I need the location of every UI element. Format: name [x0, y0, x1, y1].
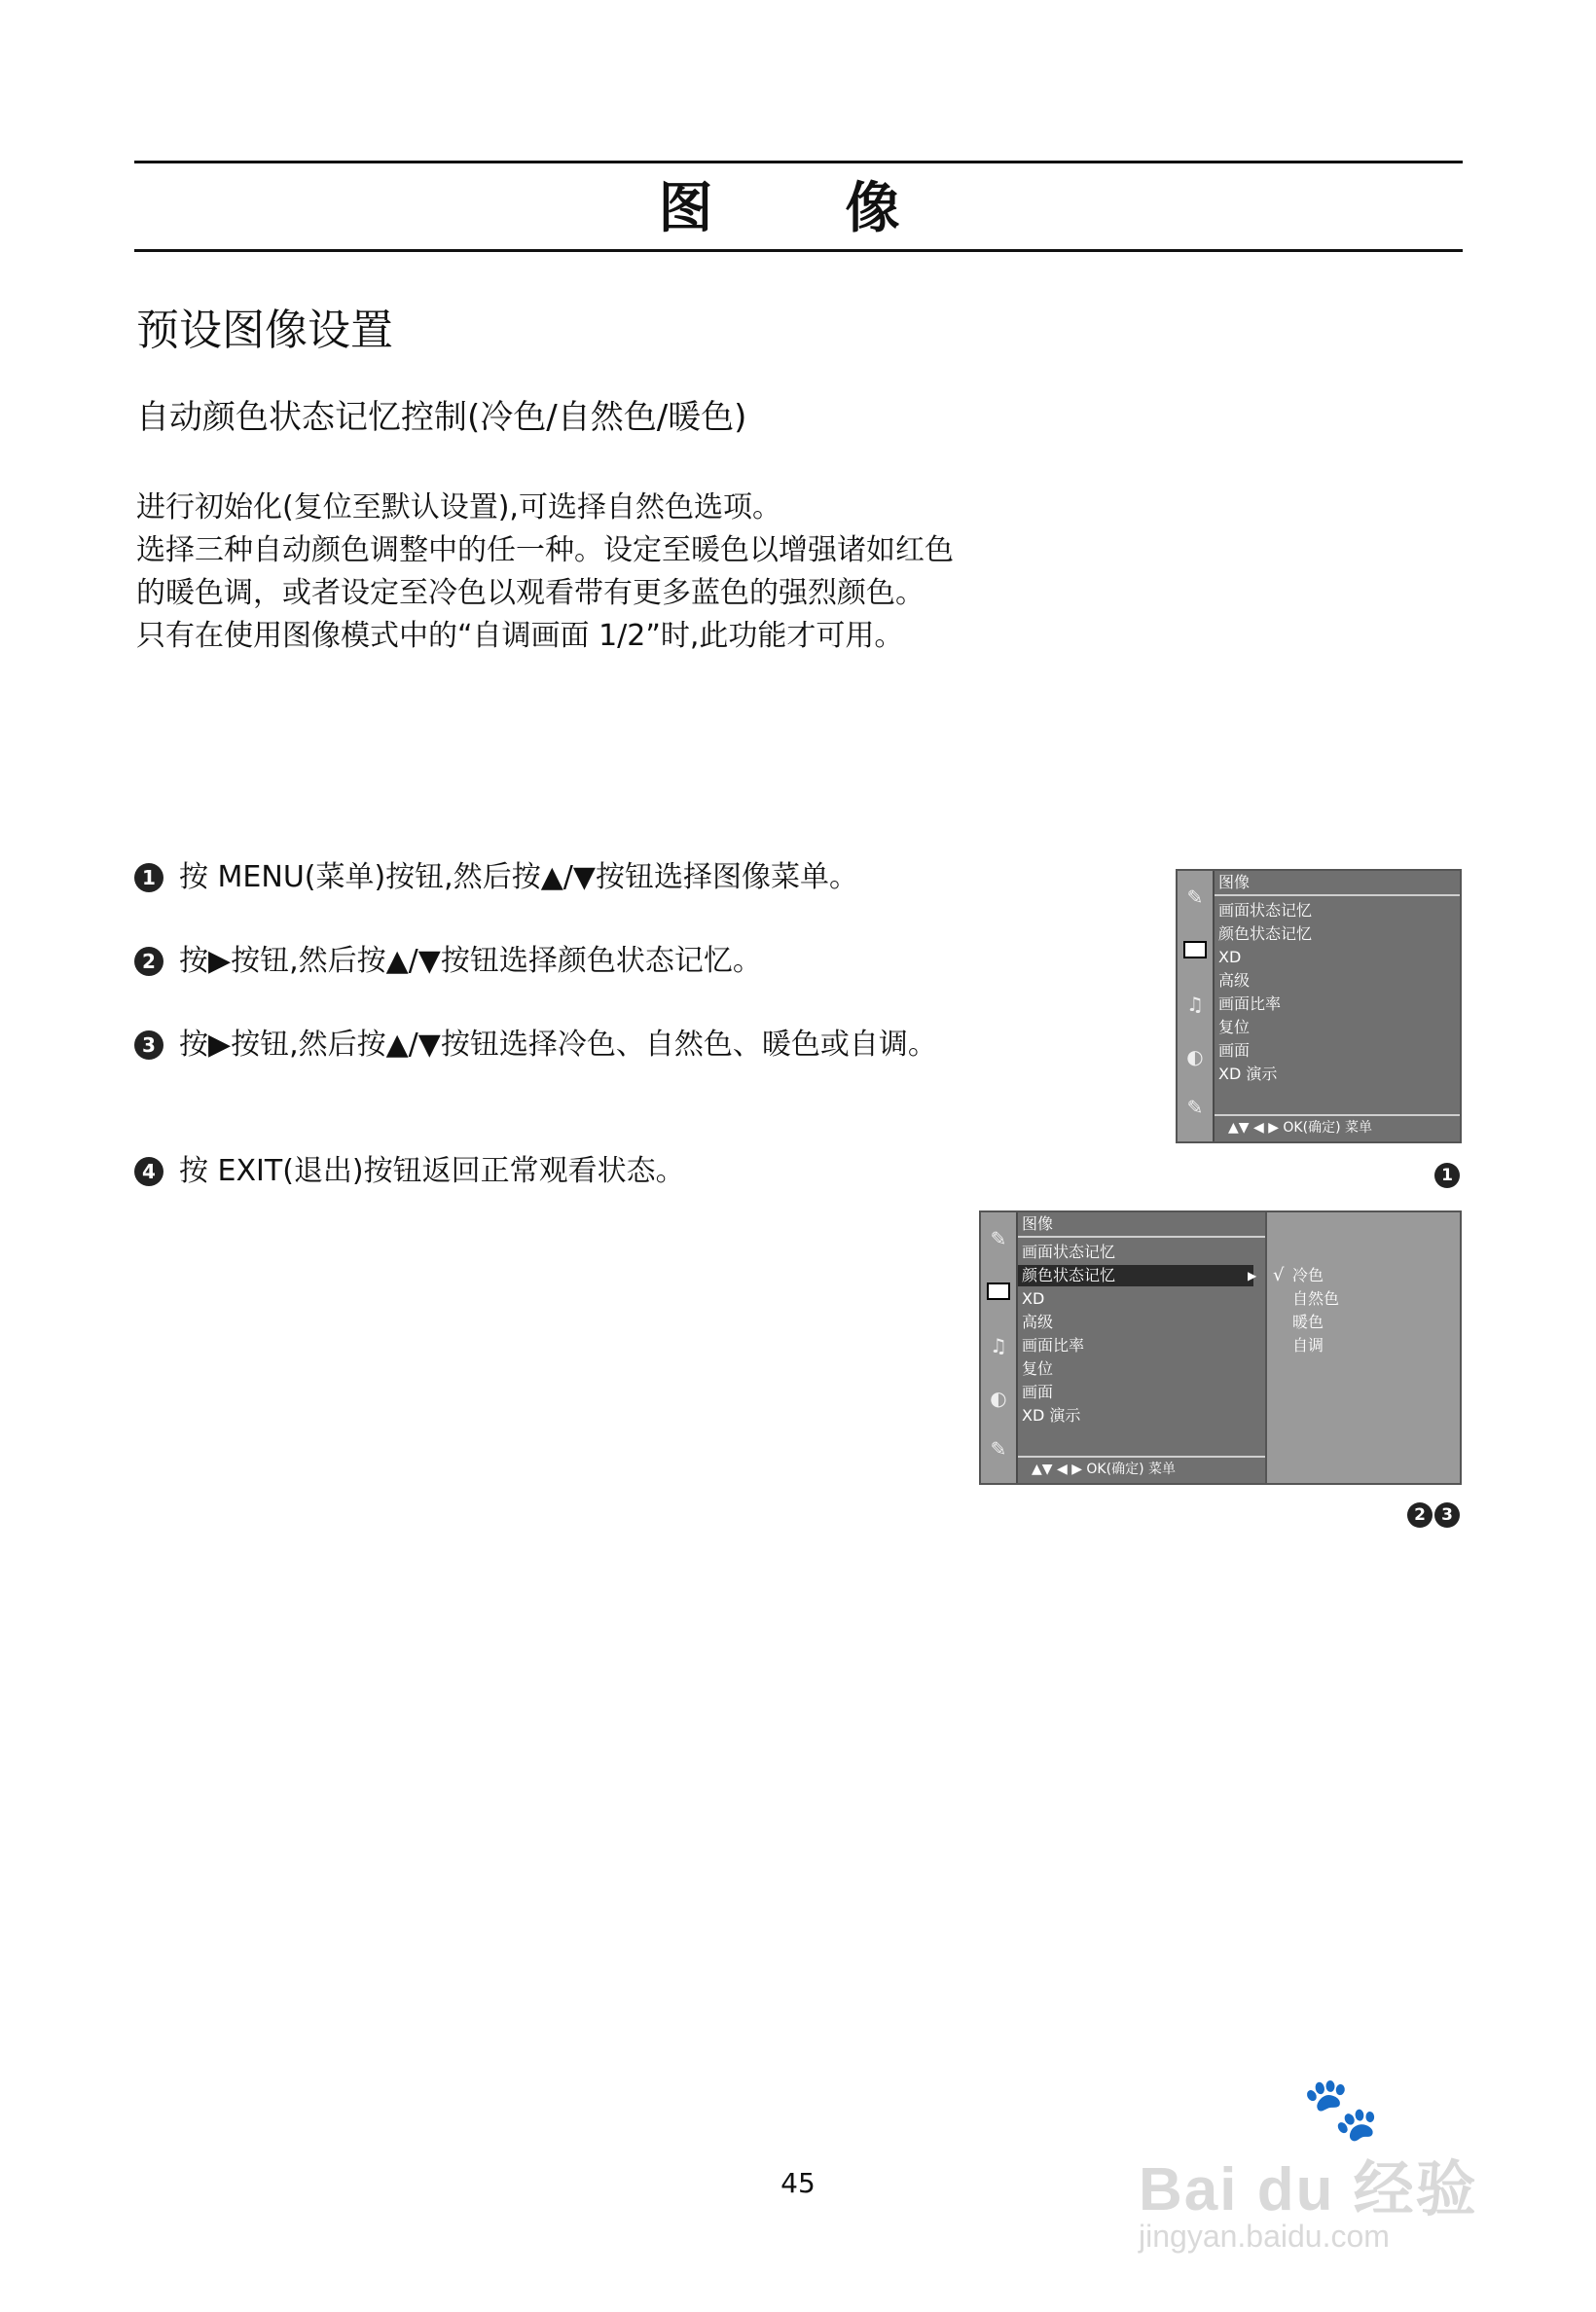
menu-main: [1215, 871, 1460, 1141]
figure-badge-3: 3: [1434, 1502, 1460, 1528]
menu-item: XD 演示: [1022, 1406, 1081, 1425]
setup-icon: ✎: [990, 1437, 1007, 1461]
menu-item: 画面状态记忆: [1218, 901, 1313, 920]
submenu-item: 自然色: [1292, 1289, 1340, 1308]
step-text: 按▶按钮,然后按▲/▼按钮选择颜色状态记忆。: [179, 944, 762, 978]
menu-title-rule: [1018, 1236, 1265, 1238]
menu-item: 画面比率: [1218, 994, 1282, 1013]
menu-title: 图像: [1218, 873, 1251, 891]
step-3: [134, 1024, 971, 1066]
menu-footer: ▲▼ ◀ ▶ OK(确定) 菜单: [1215, 1114, 1460, 1141]
figure-badge-2: 2: [1407, 1502, 1433, 1528]
description-line: 只有在使用图像模式中的“自调画面 1/2”时,此功能才可用。: [136, 619, 904, 653]
time-icon: ◐: [990, 1387, 1007, 1410]
description-line: 选择三种自动颜色调整中的任一种。设定至暖色以增强诸如红色的暖色调，或者设定至冷色以观看带有更多蓝色的强烈颜色。: [136, 533, 954, 610]
watermark: [1139, 2073, 1528, 2267]
menu-main: [1018, 1212, 1265, 1483]
page-number: 45: [780, 2167, 816, 2199]
title-underline: [134, 249, 1463, 252]
step-number: 2: [134, 947, 163, 976]
description: [136, 487, 973, 658]
sound-icon: ♫: [990, 1334, 1007, 1357]
menu-item: 画面状态记忆: [1022, 1243, 1116, 1261]
step-number: 1: [134, 863, 163, 892]
menu-footer: ▲▼ ◀ ▶ OK(确定) 菜单: [1018, 1456, 1265, 1483]
menu-title-rule: [1215, 894, 1460, 896]
menu-item: 颜色状态记忆: [1218, 924, 1313, 943]
sub-heading: 自动颜色状态记忆控制(冷色/自然色/暖色): [136, 398, 747, 437]
menu-title: 图像: [1022, 1214, 1054, 1233]
antenna-icon: ✎: [990, 1227, 1007, 1250]
menu-item: 复位: [1022, 1359, 1054, 1378]
menu-item: 画面: [1218, 1041, 1251, 1060]
menu-item: 复位: [1218, 1018, 1251, 1036]
menu-item: XD: [1218, 948, 1242, 966]
description-line: 进行初始化(复位至默认设置),可选择自然色选项。: [136, 490, 781, 524]
top-rule: [134, 161, 1463, 163]
submenu-item: 冷色: [1292, 1266, 1324, 1284]
step-2: [134, 940, 971, 983]
check-icon: √: [1273, 1265, 1285, 1285]
step-number: 4: [134, 1157, 163, 1186]
menu-sidebar: [981, 1212, 1018, 1483]
submenu-arrow-icon: ▶: [1248, 1269, 1257, 1282]
picture-icon: [987, 1282, 1010, 1300]
menu-item: XD 演示: [1218, 1065, 1278, 1083]
figure-badge-1: 1: [1434, 1163, 1460, 1188]
menu-item: 高级: [1218, 971, 1251, 990]
menu-screenshot-1: [1176, 869, 1462, 1143]
step-1: [134, 856, 971, 899]
picture-icon: [1183, 941, 1207, 958]
menu-item: 画面: [1022, 1383, 1054, 1401]
submenu-item: 暖色: [1292, 1313, 1324, 1331]
step-text: 按 MENU(菜单)按钮,然后按▲/▼按钮选择图像菜单。: [179, 860, 858, 894]
menu-sidebar: [1178, 871, 1215, 1141]
time-icon: ◐: [1186, 1045, 1204, 1068]
menu-item: 高级: [1022, 1313, 1054, 1331]
watermark-url: jingyan.baidu.com: [1139, 2219, 1390, 2254]
color-submenu: [1265, 1212, 1460, 1483]
paw-icon: 🐾: [1302, 2074, 1380, 2146]
step-text: 按 EXIT(退出)按钮返回正常观看状态。: [179, 1154, 685, 1188]
step-number: 3: [134, 1030, 163, 1060]
menu-item: 画面比率: [1022, 1336, 1085, 1355]
setup-icon: ✎: [1186, 1096, 1204, 1119]
submenu-item: 自调: [1292, 1336, 1324, 1355]
section-heading: 预设图像设置: [136, 306, 393, 355]
menu-item: XD: [1022, 1289, 1045, 1308]
sound-icon: ♫: [1186, 993, 1204, 1016]
menu-screenshot-2: [979, 1210, 1462, 1485]
antenna-icon: ✎: [1186, 885, 1204, 909]
watermark-logo: Bai du 经验: [1139, 2156, 1478, 2223]
step-4: [134, 1150, 971, 1193]
step-text: 按▶按钮,然后按▲/▼按钮选择冷色、自然色、暖色或自调。: [179, 1028, 937, 1062]
page-title: 图 像: [658, 177, 939, 240]
menu-item-selected: 颜色状态记忆: [1018, 1265, 1253, 1286]
